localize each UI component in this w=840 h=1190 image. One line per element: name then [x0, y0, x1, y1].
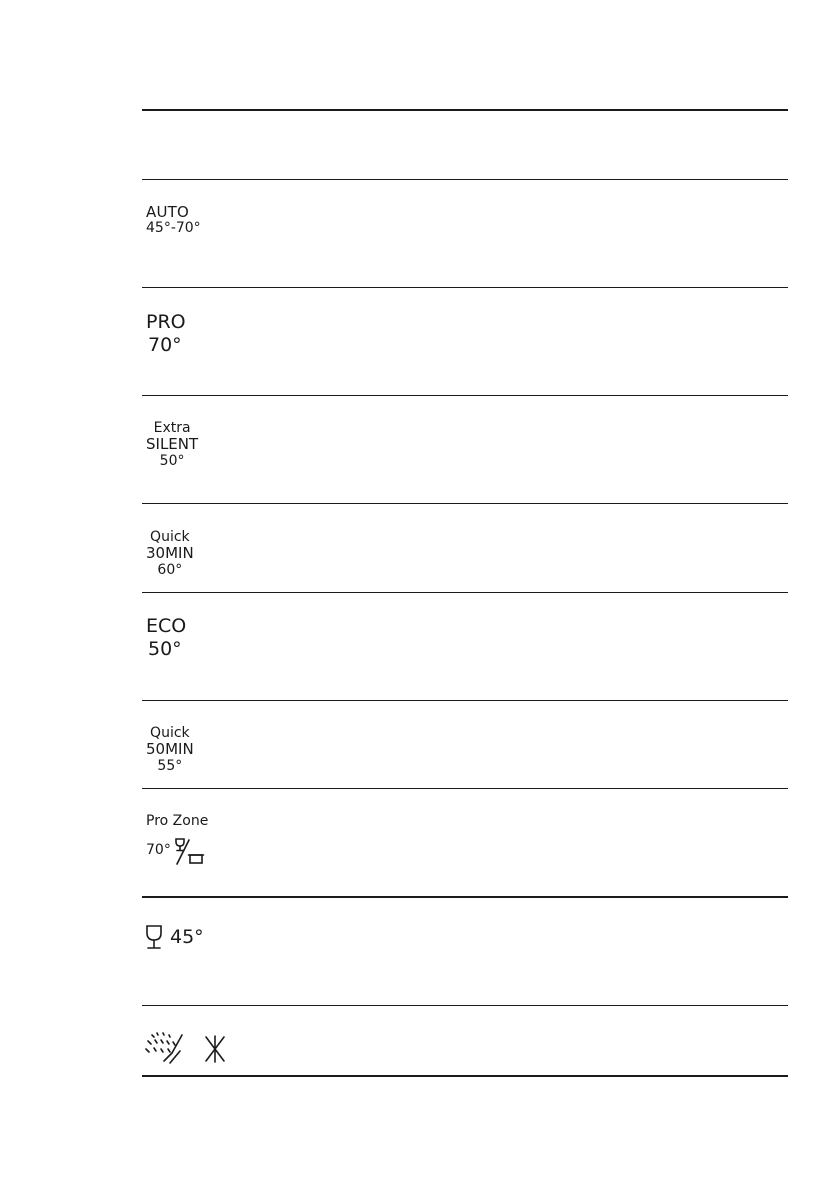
row-divider: [142, 1005, 788, 1006]
table-top-border: [142, 109, 788, 111]
row-divider: [142, 179, 788, 180]
row-divider: [142, 788, 788, 789]
row-divider: [142, 395, 788, 396]
glass-over-pot-icon: [173, 838, 205, 866]
row-divider: [142, 592, 788, 593]
programme-pro-label: PRO 70°: [146, 311, 186, 356]
table-bottom-border: [142, 1075, 788, 1077]
programme-quick-30min-label: Quick 30MIN 60°: [146, 529, 194, 578]
row-divider: [142, 700, 788, 701]
programme-extra-silent-label: Extra SILENT 50°: [146, 420, 199, 469]
rinse-and-hold-icon: [144, 1031, 232, 1071]
programme-quick-50min-label: Quick 50MIN 55°: [146, 725, 194, 774]
programme-eco-label: ECO 50°: [146, 615, 187, 660]
wine-glass-icon: [145, 925, 165, 951]
programme-auto-label: AUTO 45°-70°: [146, 203, 201, 236]
row-divider: [142, 503, 788, 504]
row-divider: [142, 287, 788, 288]
row-divider: [142, 896, 788, 898]
programme-prozone-label: Pro Zone 70°: [146, 813, 209, 858]
programme-glass-45-label: 45°: [170, 926, 204, 948]
